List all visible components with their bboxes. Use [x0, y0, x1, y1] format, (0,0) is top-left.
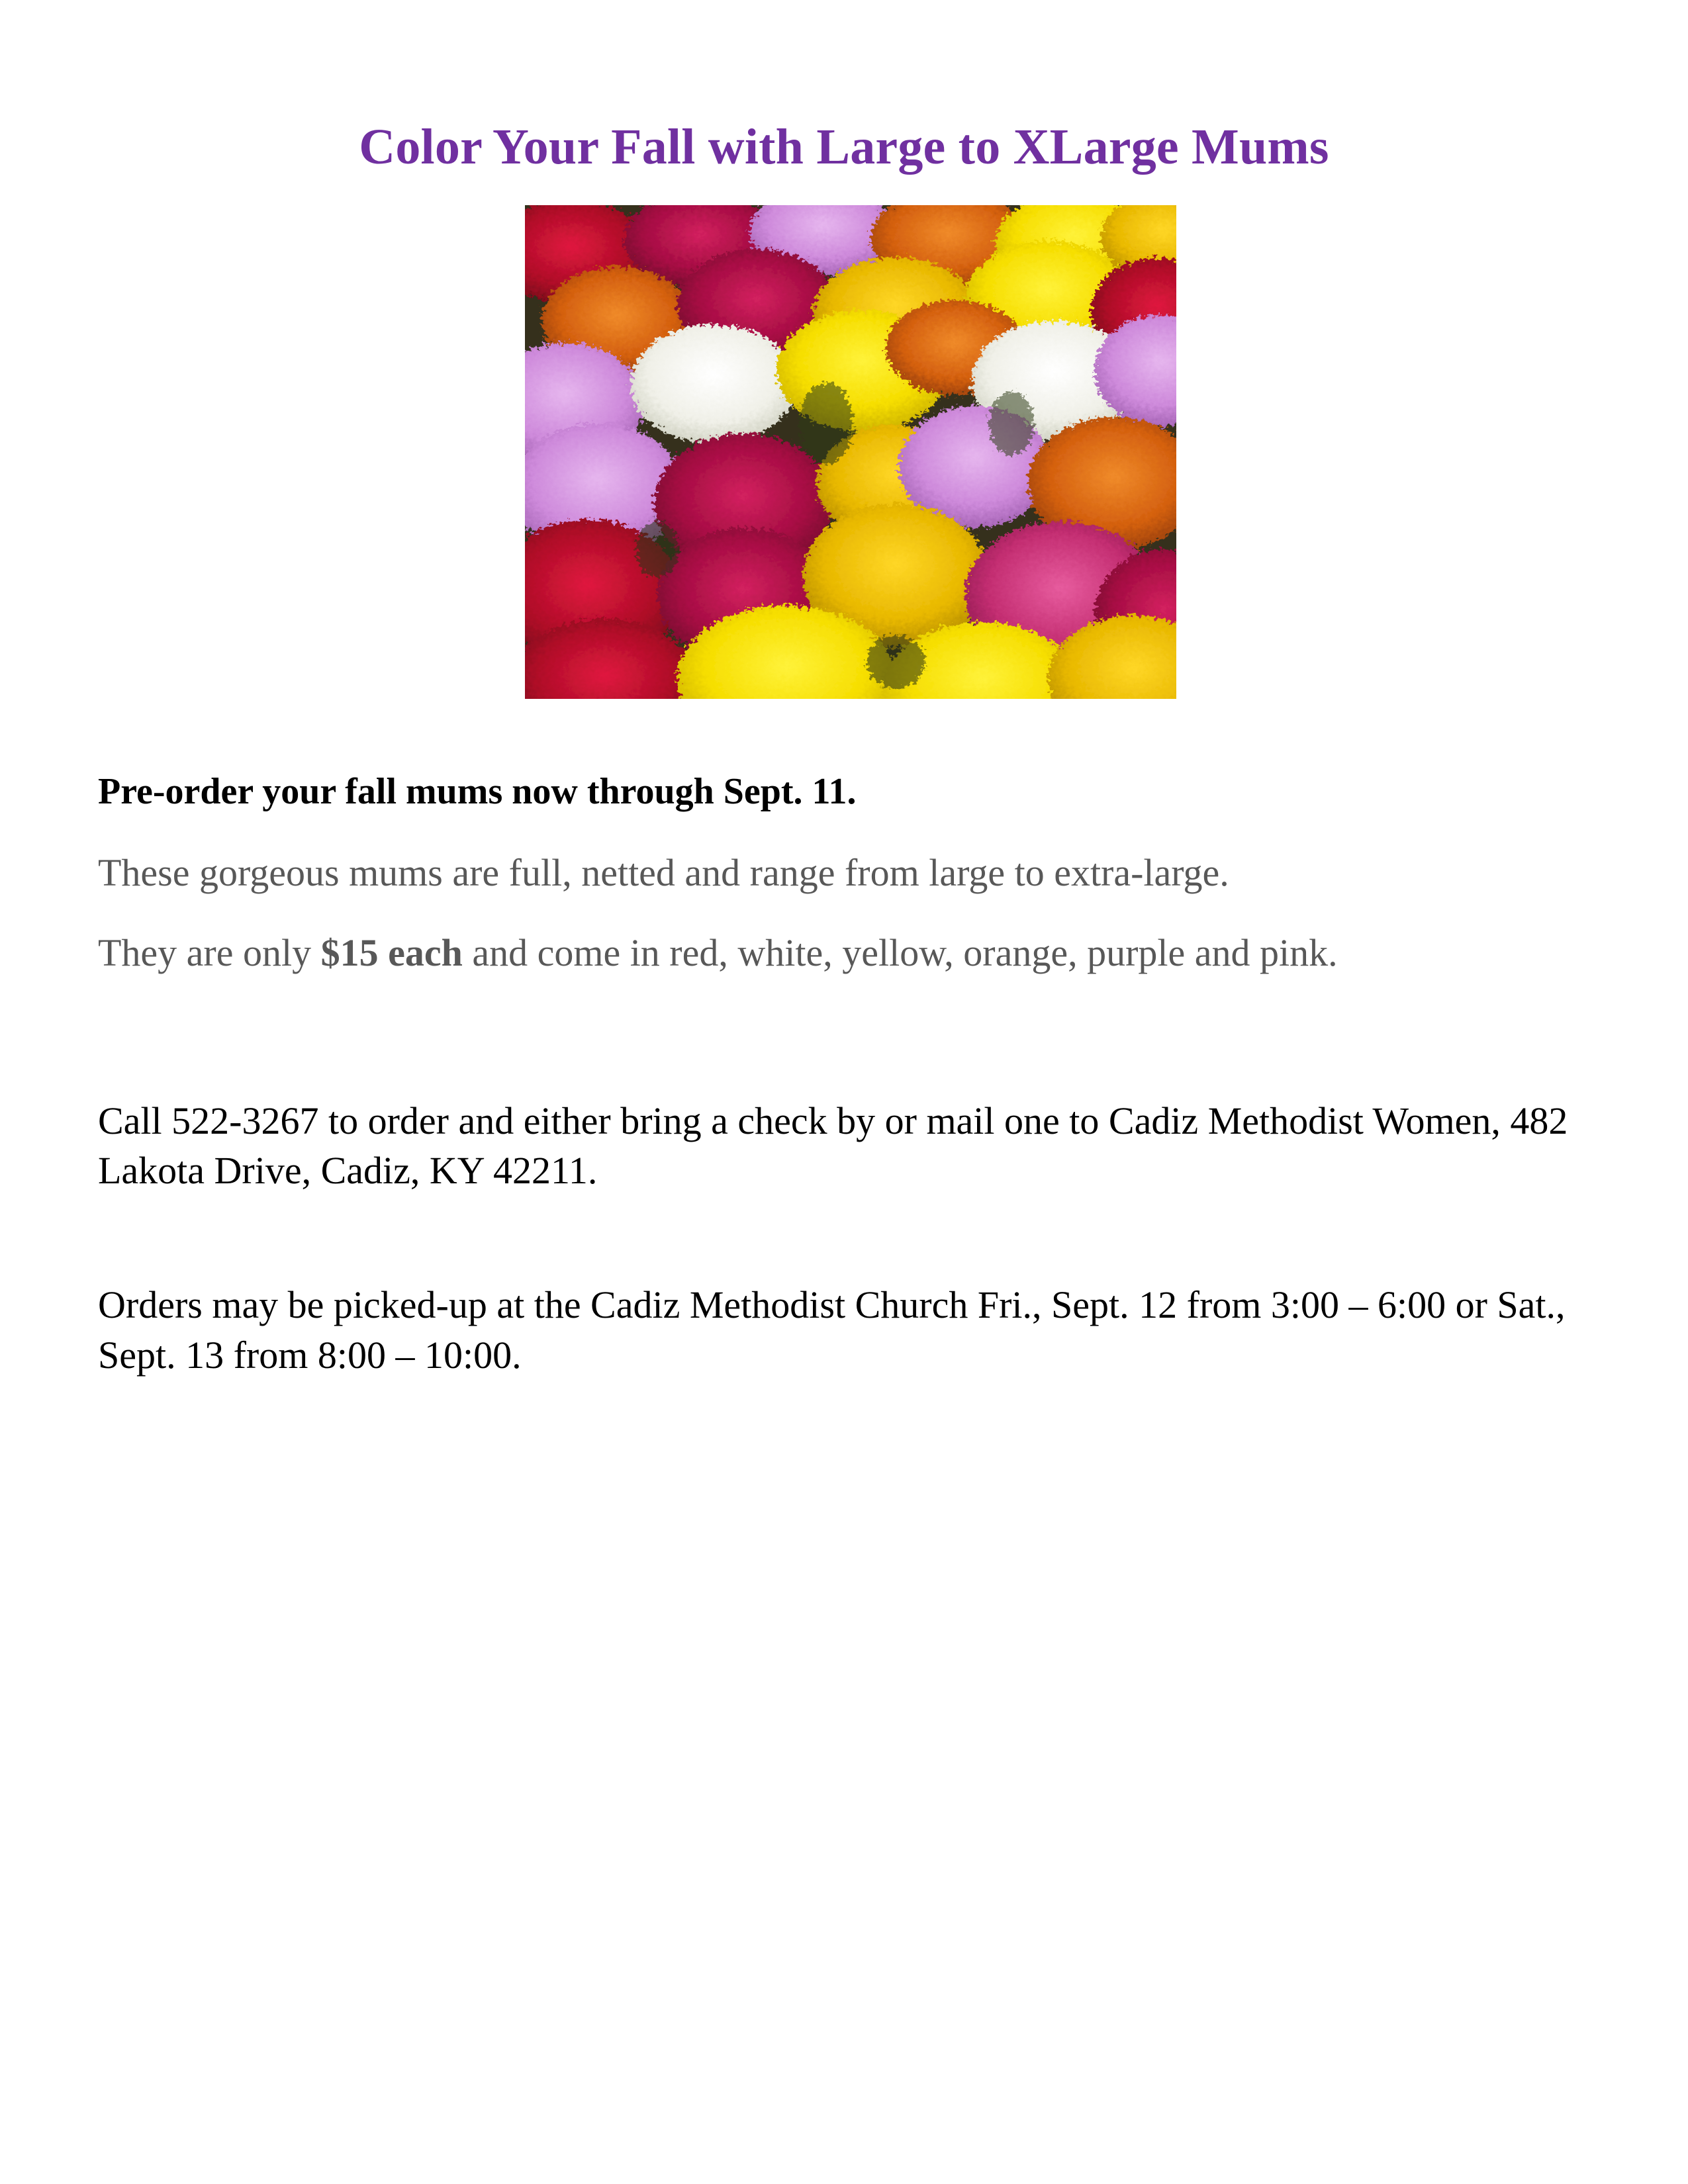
pickup-line-2: from 3:00 – 6:00 or Sat., Sept. 13 from 8:00 – 10:00.	[98, 1283, 1566, 1377]
spacer-one	[98, 1009, 1601, 1096]
spacer-two	[98, 1195, 1601, 1280]
lead-paragraph: Pre-order your fall mums now through Sept. 11.	[98, 771, 857, 812]
pickup-line-1: Orders may be picked-up at the Cadiz Methodist Church Fri., Sept. 12	[98, 1283, 1178, 1327]
description-paragraph: These gorgeous mums are full, netted and range from large to extra-large.	[98, 850, 1229, 894]
price-text-prefix: They are only	[98, 931, 321, 975]
page-title: Color Your Fall with Large to XLarge Mums	[359, 118, 1329, 175]
mums-photo-graphic	[525, 205, 1176, 699]
order-line-1: Call 522-3267 to order and either bring a check by or mail one to Cadiz	[98, 1099, 1199, 1142]
pickup-paragraph	[98, 1280, 1601, 1380]
mums-photo	[525, 205, 1176, 699]
order-paragraph	[98, 1096, 1601, 1196]
flyer-body	[98, 768, 1601, 1380]
price-paragraph	[98, 928, 1601, 978]
price-text-suffix: and come in red, white, yellow, orange, purple and pink.	[462, 931, 1338, 975]
price-amount: $15 each	[320, 931, 463, 975]
order-line-2: Methodist Women, 482 Lakota Drive, Cadiz, KY 42211.	[98, 1099, 1568, 1192]
